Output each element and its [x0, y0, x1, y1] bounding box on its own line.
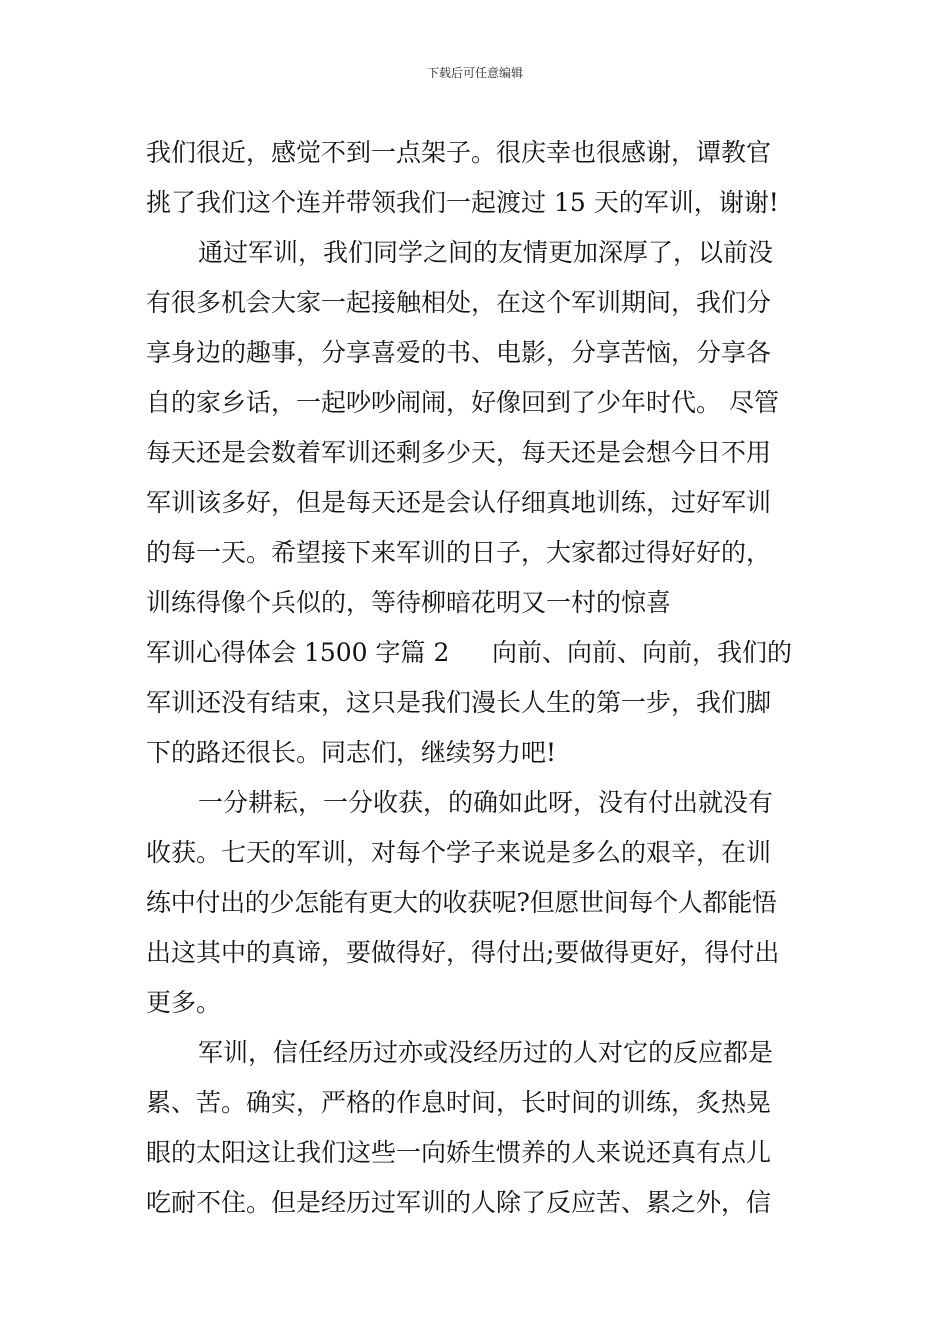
- text-line: 吃耐不住。但是经历过军训的人除了反应苦、累之外，信: [146, 1188, 772, 1217]
- paragraph-start-line: 军训，信任经历过亦或没经历过的人对它的反应都是: [198, 1038, 774, 1067]
- heading-line: [146, 628, 816, 678]
- text-line: 我们很近，感觉不到一点架子。很庆幸也很感谢，谭教官: [146, 138, 772, 167]
- paragraph-start-line: 通过军训，我们同学之间的友情更加深厚了，以前没: [198, 238, 774, 267]
- text-line: 累、苦。确实，严格的作息时间，长时间的训练，炙热晃: [146, 1088, 772, 1117]
- text-line: 练中付出的少怎能有更大的收获呢?但愿世间每个人都能悟: [146, 888, 777, 917]
- text-line: 军训该多好，但是每天还是会认仔细真地训练，过好军训: [146, 488, 772, 517]
- text-line: 出这其中的真谛，要做得好，得付出;要做得更好，得付出: [146, 938, 780, 967]
- text-line: 训练得像个兵似的，等待柳暗花明又一村的惊喜: [146, 588, 672, 617]
- section-heading: 军训心得体会 1500 字篇 2: [146, 638, 450, 667]
- text-line: 收获。七天的军训，对每个学子来说是多么的艰辛，在训: [146, 838, 772, 867]
- paragraph-start-line: 一分耕耘，一分收获，的确如此呀，没有付出就没有: [198, 788, 774, 817]
- text-line: 更多。: [146, 988, 222, 1017]
- text-line: 自的家乡话，一起吵吵闹闹，好像回到了少年时代。 尽管: [146, 388, 779, 417]
- text-line: 享身边的趣事，分享喜爱的书、电影，分享苦恼，分享各: [146, 338, 772, 367]
- text-line: 的每一天。希望接下来军训的日子，大家都过得好好的，: [146, 538, 772, 567]
- document-body: [146, 128, 816, 1228]
- text-segment: 向前、向前、向前，我们的: [492, 638, 793, 667]
- text-line: 下的路还很长。同志们，继续努力吧!: [146, 738, 557, 767]
- text-line: 挑了我们这个连并带领我们一起渡过 15 天的军训，谢谢!: [146, 188, 779, 217]
- text-line: 眼的太阳这让我们这些一向娇生惯养的人来说还真有点儿: [146, 1138, 772, 1167]
- text-line: 军训还没有结束，这只是我们漫长人生的第一步，我们脚: [146, 688, 772, 717]
- text-line: 每天还是会数着军训还剩多少天，每天还是会想今日不用: [146, 438, 772, 467]
- page-header: 下载后可任意编辑: [426, 66, 523, 80]
- text-line: 有很多机会大家一起接触相处，在这个军训期间，我们分: [146, 288, 772, 317]
